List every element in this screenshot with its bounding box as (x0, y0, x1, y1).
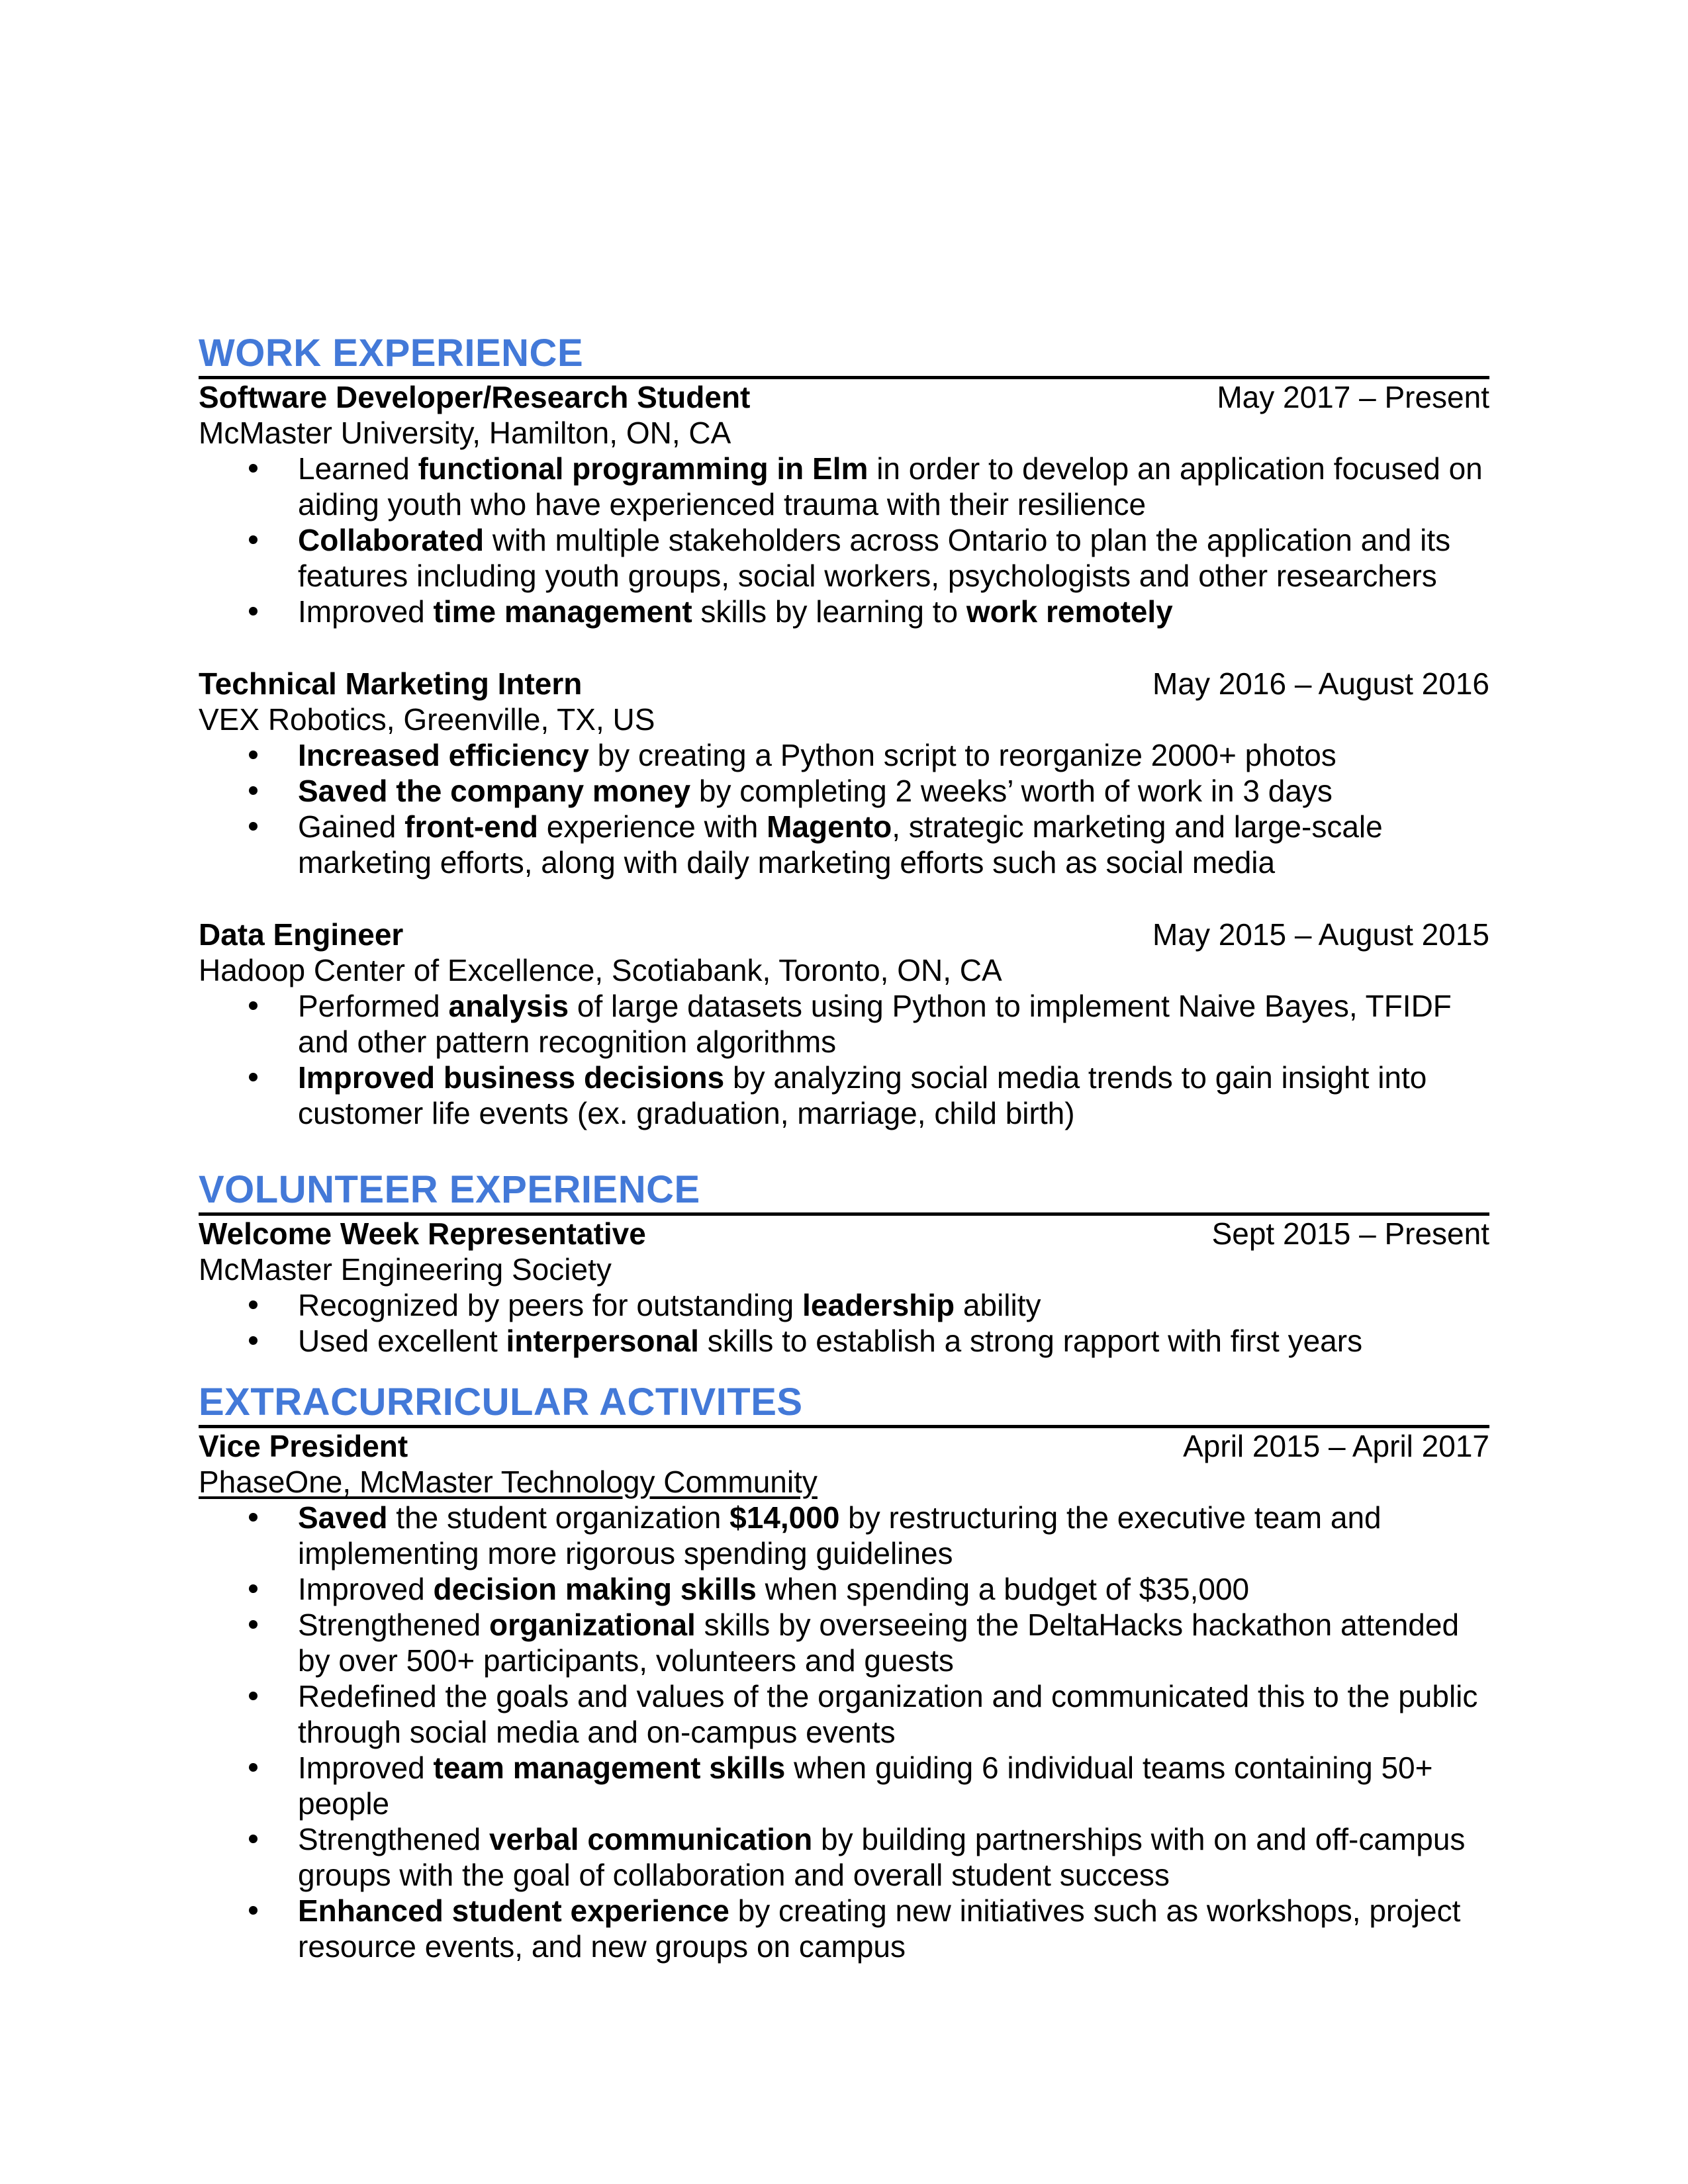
bullet-text-segment: Improved (298, 594, 434, 629)
resume-section (199, 1380, 1489, 1964)
bullet-text-segment: analysis (448, 989, 569, 1023)
bullet-item (199, 1821, 1489, 1893)
bullet-item (199, 1607, 1489, 1678)
bullet-text-segment: Collaborated (298, 523, 485, 557)
bullet-text-segment: experience with (538, 809, 767, 844)
bullet-item (199, 1750, 1489, 1821)
entry-date: May 2017 – Present (1217, 380, 1489, 414)
bullet-list (199, 737, 1489, 880)
entry-title: Welcome Week Representative (199, 1216, 646, 1251)
section-heading: WORK EXPERIENCE (199, 332, 584, 375)
bullet-item (199, 1060, 1489, 1131)
bullet-item (199, 1893, 1489, 1964)
bullet-text-segment: Gained (298, 809, 405, 844)
bullet-text-segment: in order to develop an application focused on aiding youth who have experienced trauma with their resilience (298, 451, 1483, 522)
experience-entry (199, 1428, 1489, 1964)
section-heading: VOLUNTEER EXPERIENCE (199, 1168, 700, 1211)
bullet-text-segment: by restructuring the executive team and implementing more rigorous spending guidelines (298, 1500, 1382, 1570)
bullet-text-segment: Saved (298, 1500, 388, 1535)
bullet-text-segment: work remotely (966, 594, 1173, 629)
entry-title: Vice President (199, 1429, 408, 1463)
bullet-text-segment: Strengthened (298, 1822, 490, 1856)
resume-content (199, 331, 1489, 1964)
bullet-text-segment: with multiple stakeholders across Ontario to plan the application and its features including youth groups, social workers, psychologists and other researchers (298, 523, 1451, 593)
bullet-text-segment: team management skills (433, 1751, 786, 1785)
bullet-item (199, 988, 1489, 1060)
bullet-text-segment: skills by overseeing the DeltaHacks hackathon attended by over 500+ participants, volunteers and guests (298, 1608, 1460, 1678)
entry-organization: McMaster University, Hamilton, ON, CA (199, 416, 731, 450)
bullet-text-segment: decision making skills (433, 1572, 757, 1606)
bullet-text-segment: the student organization (387, 1500, 730, 1535)
bullet-text-segment: Magento (767, 809, 892, 844)
entry-header (199, 1216, 1489, 1251)
bullet-list (199, 1287, 1489, 1359)
bullet-text-segment: when spending a budget of $35,000 (756, 1572, 1250, 1606)
entry-title: Data Engineer (199, 917, 404, 952)
bullet-text-segment: by completing 2 weeks’ worth of work in 3 days (690, 774, 1333, 808)
bullet-text-segment: Improved (298, 1572, 434, 1606)
bullet-item (199, 773, 1489, 809)
bullet-text-segment: Strengthened (298, 1608, 490, 1642)
resume-section (199, 331, 1489, 1131)
entry-organization: Hadoop Center of Excellence, Scotiabank, Toronto, ON, CA (199, 953, 1002, 987)
section-heading: EXTRACURRICULAR ACTIVITES (199, 1381, 803, 1424)
bullet-text-segment: interpersonal (506, 1324, 699, 1358)
bullet-item (199, 809, 1489, 880)
bullet-item (199, 737, 1489, 773)
bullet-item (199, 1500, 1489, 1571)
experience-entry (199, 666, 1489, 880)
bullet-text-segment: , strategic marketing and large-scale marketing efforts, along with daily marketing efforts such as social media (298, 809, 1383, 880)
entry-title: Technical Marketing Intern (199, 666, 583, 701)
bullet-item (199, 1323, 1489, 1359)
bullet-text-segment: by analyzing social media trends to gain insight into customer life events (ex. graduation, marriage, child birth) (298, 1060, 1427, 1130)
bullet-text-segment: by creating new initiatives such as workshops, project resource events, and new groups on campus (298, 1893, 1461, 1964)
bullet-text-segment: Performed (298, 989, 449, 1023)
entry-date: April 2015 – April 2017 (1183, 1429, 1489, 1463)
bullet-text-segment: $14,000 (729, 1500, 840, 1535)
entry-organization: PhaseOne, McMaster Technology Community (199, 1465, 818, 1499)
bullet-text-segment: when guiding 6 individual teams containing 50+ people (298, 1751, 1433, 1821)
bullet-item (199, 1678, 1489, 1750)
bullet-text-segment: Enhanced student experience (298, 1893, 729, 1928)
bullet-list (199, 988, 1489, 1131)
entry-date: Sept 2015 – Present (1211, 1216, 1489, 1251)
bullet-text-segment: Learned (298, 451, 418, 486)
bullet-text-segment: by building partnerships with on and off-campus groups with the goal of collaboration and overall student success (298, 1822, 1466, 1892)
entry-date: May 2015 – August 2015 (1152, 917, 1489, 952)
bullet-item (199, 1287, 1489, 1323)
bullet-item (199, 522, 1489, 594)
bullet-text-segment: by creating a Python script to reorganize 2000+ photos (588, 738, 1336, 772)
bullet-text-segment: Redefined the goals and values of the organization and communicated this to the public through social media and on-campus events (298, 1679, 1478, 1749)
entry-header (199, 379, 1489, 415)
bullet-list (199, 1500, 1489, 1964)
entry-organization: VEX Robotics, Greenville, TX, US (199, 702, 655, 737)
bullet-text-segment: leadership (802, 1288, 955, 1322)
entry-header (199, 917, 1489, 952)
bullet-text-segment: time management (433, 594, 692, 629)
experience-entry (199, 917, 1489, 1131)
bullet-text-segment: organizational (489, 1608, 696, 1642)
bullet-text-segment: ability (955, 1288, 1041, 1322)
bullet-text-segment: skills by learning to (692, 594, 966, 629)
bullet-text-segment: Recognized by peers for outstanding (298, 1288, 803, 1322)
entry-organization: McMaster Engineering Society (199, 1252, 612, 1287)
bullet-text-segment: Increased efficiency (298, 738, 589, 772)
entry-date: May 2016 – August 2016 (1152, 666, 1489, 701)
bullet-text-segment: Improved (298, 1751, 434, 1785)
resume-section (199, 1167, 1489, 1359)
bullet-text-segment: skills to establish a strong rapport with first years (698, 1324, 1363, 1358)
bullet-text-segment: functional programming in Elm (418, 451, 868, 486)
bullet-text-segment: front-end (404, 809, 538, 844)
bullet-text-segment: verbal communication (489, 1822, 813, 1856)
entry-header (199, 666, 1489, 702)
bullet-list (199, 451, 1489, 629)
bullet-item (199, 594, 1489, 629)
bullet-text-segment: Improved business decisions (298, 1060, 725, 1095)
bullet-text-segment: of large datasets using Python to implement Naive Bayes, TFIDF and other pattern recognition algorithms (298, 989, 1452, 1059)
experience-entry (199, 379, 1489, 629)
entry-header (199, 1428, 1489, 1464)
bullet-item (199, 451, 1489, 522)
experience-entry (199, 1216, 1489, 1359)
entry-title: Software Developer/Research Student (199, 380, 751, 414)
bullet-text-segment: Saved the company money (298, 774, 691, 808)
bullet-item (199, 1571, 1489, 1607)
bullet-text-segment: Used excellent (298, 1324, 506, 1358)
